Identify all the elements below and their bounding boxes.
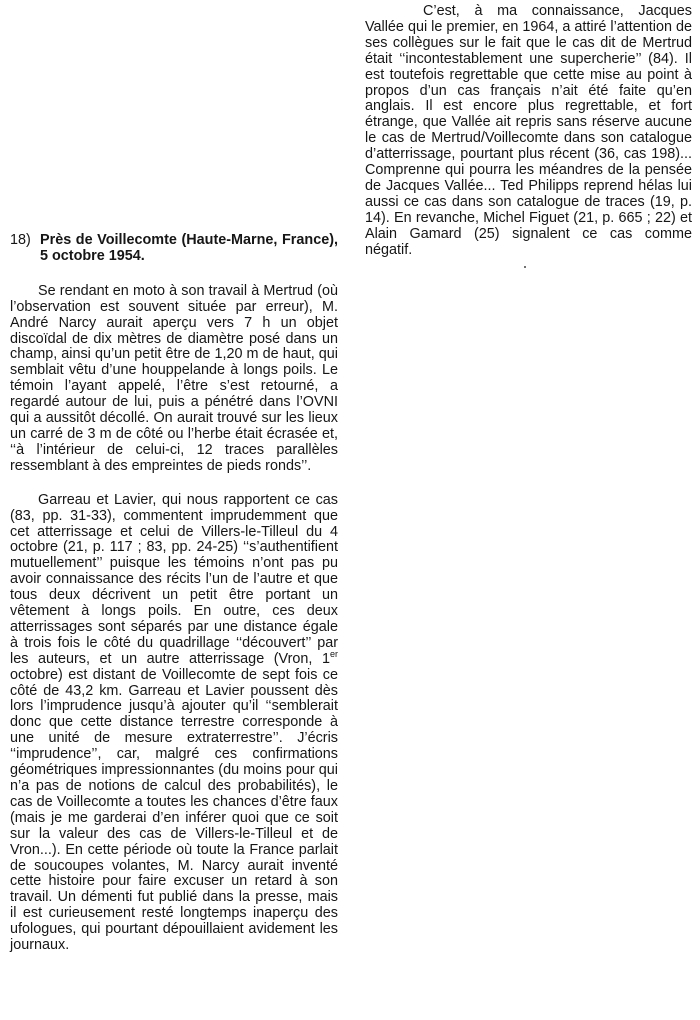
left-column (10, 233, 338, 954)
ordinal-superscript: er (329, 648, 338, 659)
paragraph-commentary (10, 493, 338, 954)
case-heading (10, 233, 338, 265)
closing-paragraph: C’est, à ma connaissance, Jacques Vallée qui le premier, en 1964, a attiré l’attention de ses collègues sur le fait que le cas dit de Mertrud était ‘‘incontestablement une supercherie’’ (84). Il est toutefois regrettable que cette mise au point à propos d’un cas français n’ait été faite qu’en anglais. Il est encore plus regrettable, et fort étrange, que Vallée ait repris sans réserve aucune le cas de Mertrud/Voillecomte dans son catalogue d’atterrissage, pourtant plus récent (36, cas 198)... Comprenne qui pourra les méandres de la pensée de Jacques Vallée... Ted Philipps reprend hélas lui aussi ce cas dans son catalogue de traces (19, p. 14). En revanche, Michel Figuet (21, p. 665 ; 22) et Alain Gamard (25) signalent ce cas comme négatif. (365, 3, 692, 258)
case-title: Près de Voillecomte (Haute-Marne, France), 5 octobre 1954. (40, 232, 338, 264)
paragraph-observation: Se rendant en moto à son travail à Mertrud (où l’observation est souvent située par erreur), M. André Narcy aurait aperçu vers 7 h un objet discoïdal de dix mètres de diamètre posé dans un champ, ainsi qu’un petit être de 1,20 m de haut, qui semblait vêtu d’une houppelande à longs poils. Le témoin l’ayant appelé, l’être s’est retourné, a regardé autour de lui, puis a pénétré dans l’OVNI qui a aussitôt décollé. On aurait trouvé sur les lieux un carré de 3 m de côté ou l’herbe était écrasée et, ‘‘à l’intérieur de celui-ci, 12 traces parallèles ressemblant à des empreintes de pieds ronds’’. (10, 282, 338, 474)
commentary-text-start: Garreau et Lavier, qui nous rapportent ce cas (83, pp. 31-33), commentent imprudemment que cet atterrissage et celui de Villers-le-Tilleul du 4 octobre (21, p. 117 ; 83, pp. 24-25) ‘‘s’authentifient mutuellement’’ puisque les témoins n’ont pas pu avoir connaissance des récits l’un de l’autre et que tous deux décrivent un petit être portant un vêtement à longs poils. En outre, ces deux atterrissages sont séparés par une distance égale à trois fois le côté du quadrillage ‘‘découvert’’ par les auteurs, et un autre atterrissage (Vron, 1 (10, 491, 338, 667)
case-number: 18) (10, 232, 31, 248)
right-column (365, 4, 692, 259)
stray-dot (524, 266, 526, 268)
commentary-text-end: octobre) est distant de Voillecomte de sept fois ce côté de 43,2 km. Garreau et Lavier poussent dès lors l’imprudence jusqu’à ajouter qu’il ‘‘semblerait donc que cette distance terrestre corresponde à une unité de mesure extraterrestre’’. J’écris ‘‘imprudence’’, car, malgré ces confirmations géométriques impressionnantes (du moins pour qui n’a pas de notions de calcul des probabilités), le cas de Voillecomte a toutes les chances d’être faux (mais je me garderai d’en inférer quoi que ce soit sur la valeur des cas de Villers-le-Tilleul et de Vron...). En cette période où toute la France parlait de soucoupes volantes, M. Narcy aurait inventé cette histoire pour faire excuser un retard à son travail. Un démenti fut publié dans la presse, mais il est curieusement resté longtemps inaperçu des ufologues, qui pourtant dépouillaient avidement les journaux. (10, 666, 338, 954)
